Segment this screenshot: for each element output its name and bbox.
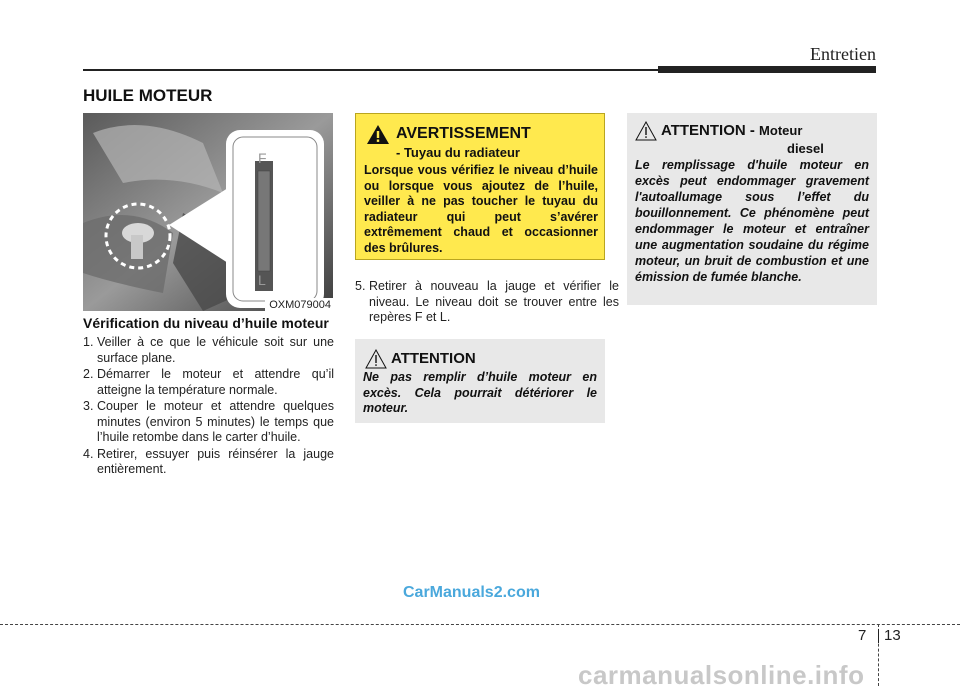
step-text: Démarrer le moteur et attendre qu’il atteigne la température normale. <box>97 367 334 397</box>
header-bar <box>658 66 876 73</box>
chapter-number: 7 <box>858 627 867 644</box>
dipstick-mark-l: L <box>258 272 266 288</box>
figure-code: OXM079004 <box>265 298 333 311</box>
step-text: Veiller à ce que le véhicule soit sur une surface plane. <box>97 335 334 365</box>
warning-text: Lorsque vous vérifiez le niveau d’huile ou lorsque vous ajoutez de l’huile, veiller à ne pas toucher le tuyau du radiateur qui peut s’avérer extrêmement chaud et occasionner des brûlures. <box>364 163 598 255</box>
step-number: 1. <box>83 335 94 349</box>
dipstick-mark-f: F <box>258 150 267 166</box>
watermark-top: CarManuals2.com <box>403 584 540 601</box>
diesel-caution-box <box>627 113 877 305</box>
step-number: 4. <box>83 446 94 461</box>
step-text: Couper le moteur et attendre quelques minutes (environ 5 minutes) le temps que l’huile retombe dans le carter d’huile. <box>97 399 334 444</box>
procedure-step <box>355 279 619 326</box>
warning-triangle-icon <box>366 124 390 145</box>
step-number: 5. <box>355 279 366 293</box>
procedure-step <box>83 447 334 478</box>
page-number-divider <box>878 629 879 643</box>
diesel-caution-title-sub2: diesel <box>787 141 824 156</box>
procedure-step <box>83 367 334 398</box>
warning-box <box>355 113 605 260</box>
section-label: Entretien <box>810 44 876 64</box>
warning-subtitle: - Tuyau du radiateur <box>396 145 520 160</box>
procedure-heading: Vérification du niveau d’huile moteur <box>83 315 329 331</box>
caution-triangle-icon <box>635 121 657 141</box>
caution-text: Ne pas remplir d’huile moteur en excès. Cela pourrait détériorer le moteur. <box>363 370 597 415</box>
diesel-caution-title-sub: Moteur <box>759 123 803 138</box>
step-number: 2. <box>83 367 94 381</box>
dipstick-illustration <box>83 113 333 311</box>
diesel-caution-text: Le remplissage d'huile moteur en excès peut endommager gravement l'autoallumage sous l’effet du bouillonnement. Ce phénomène peut endommager le moteur et entraîner une augmentation soudaine du régime moteur, un bruit de combustion et une émission de fumée blanche. <box>635 158 869 284</box>
caution-title: ATTENTION <box>391 350 476 367</box>
caution-box <box>355 339 605 423</box>
diesel-caution-title <box>661 122 802 139</box>
header-rule <box>83 69 658 71</box>
caution-triangle-icon <box>365 349 387 369</box>
procedure-step <box>83 335 334 366</box>
step-number: 3. <box>83 399 94 413</box>
step-text: Retirer, essuyer puis réinsérer la jauge entièrement. <box>97 446 334 476</box>
watermark-bottom: carmanualsonline.info <box>578 660 865 690</box>
page-number: 13 <box>884 627 901 644</box>
footer-rule <box>0 624 960 625</box>
procedure-column <box>83 316 334 479</box>
step-text: Retirer à nouveau la jauge et vérifier le niveau. Le niveau doit se trouver entre les repères F et L. <box>369 279 619 324</box>
warning-title: AVERTISSEMENT <box>396 125 531 142</box>
procedure-step <box>83 399 334 446</box>
engine-oil-dipstick-photo <box>83 113 333 311</box>
diesel-caution-title-main: ATTENTION - <box>661 122 760 139</box>
page-title: HUILE MOTEUR <box>83 86 213 105</box>
